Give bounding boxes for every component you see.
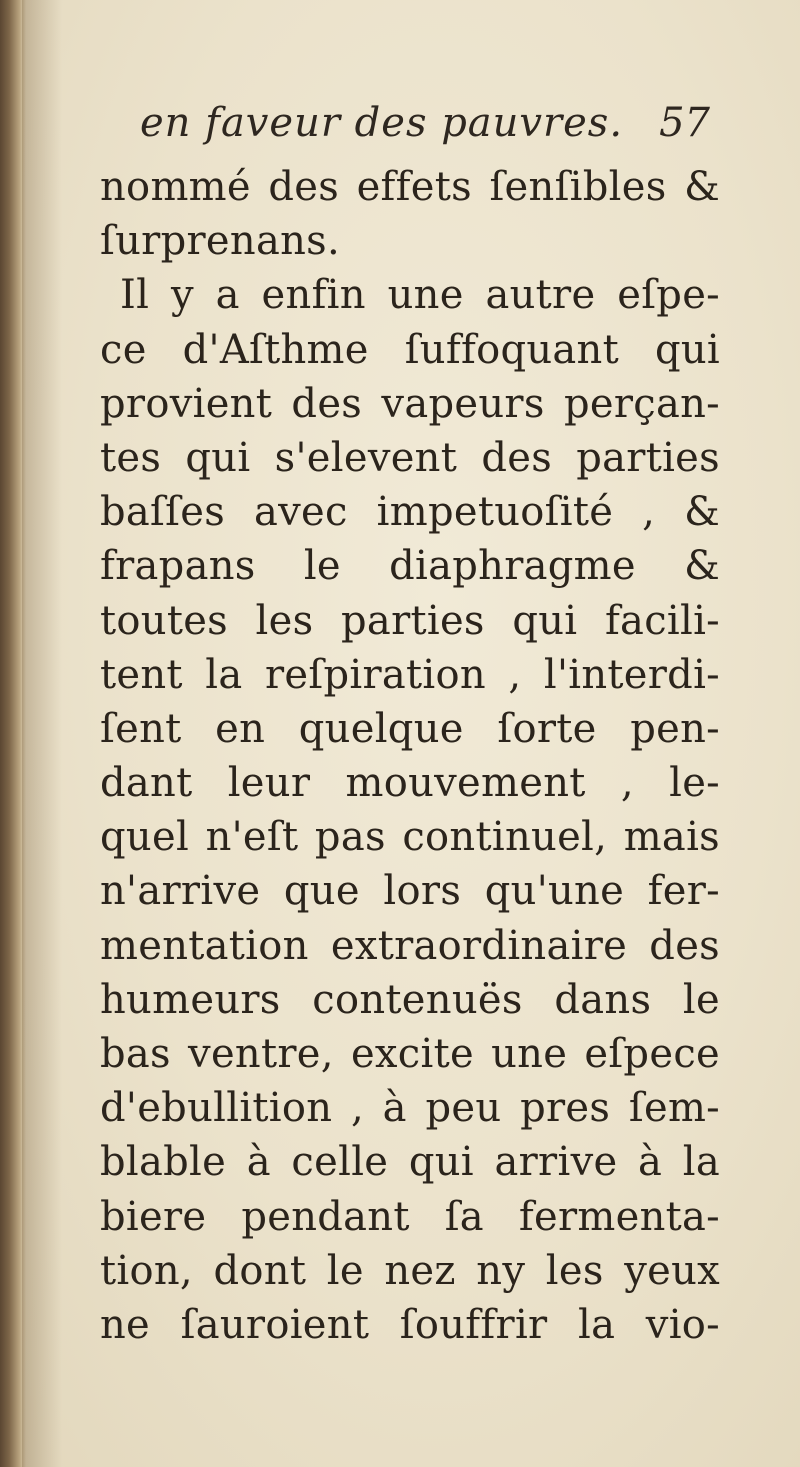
text-line: biere pendant ſa fermenta- (100, 1193, 720, 1240)
body-text (100, 160, 720, 1352)
text-line: frapans le diaphragme & (100, 543, 720, 590)
binding-shadow (22, 0, 62, 1467)
text-line: tes qui s'elevent des parties (100, 434, 720, 481)
text-line: tion, dont le nez ny les yeux (100, 1247, 720, 1294)
page-header (140, 100, 720, 160)
text-line: tent la reſpiration , l'interdi- (100, 651, 720, 698)
text-line: ce d'Aſthme ſuffoquant qui (100, 326, 720, 373)
text-line: mentation extraordinaire des (100, 922, 720, 969)
text-line: provient des vapeurs perçan- (100, 380, 720, 427)
running-head: en faveur des pauvres. (140, 100, 624, 146)
text-line: d'ebullition , à peu pres ſem- (100, 1085, 720, 1132)
text-line: baſſes avec impetuoſité , & (100, 489, 720, 536)
text-line: nommé des effets ſenſibles & (100, 164, 720, 210)
text-line: quel n'eſt pas continuel, mais (100, 814, 720, 861)
text-line: ſurprenans. (100, 218, 340, 265)
text-line: bas ventre, excite une eſpece (100, 1031, 720, 1077)
text-line: ſent en quelque ſorte pen- (100, 705, 720, 752)
text-line: toutes les parties qui facili- (100, 597, 720, 644)
text-line: Il y a enfin une autre eſpe- (120, 272, 720, 319)
text-line: dant leur mouvement , le- (100, 760, 720, 807)
text-line: blable à celle qui arrive à la (100, 1139, 720, 1186)
text-line: humeurs contenuës dans le (100, 976, 720, 1023)
text-line: n'arrive que lors qu'une fer- (100, 868, 720, 915)
text-line: ne ſauroient ſouffrir la vio- (100, 1301, 720, 1348)
page-number: 57 (659, 100, 710, 146)
